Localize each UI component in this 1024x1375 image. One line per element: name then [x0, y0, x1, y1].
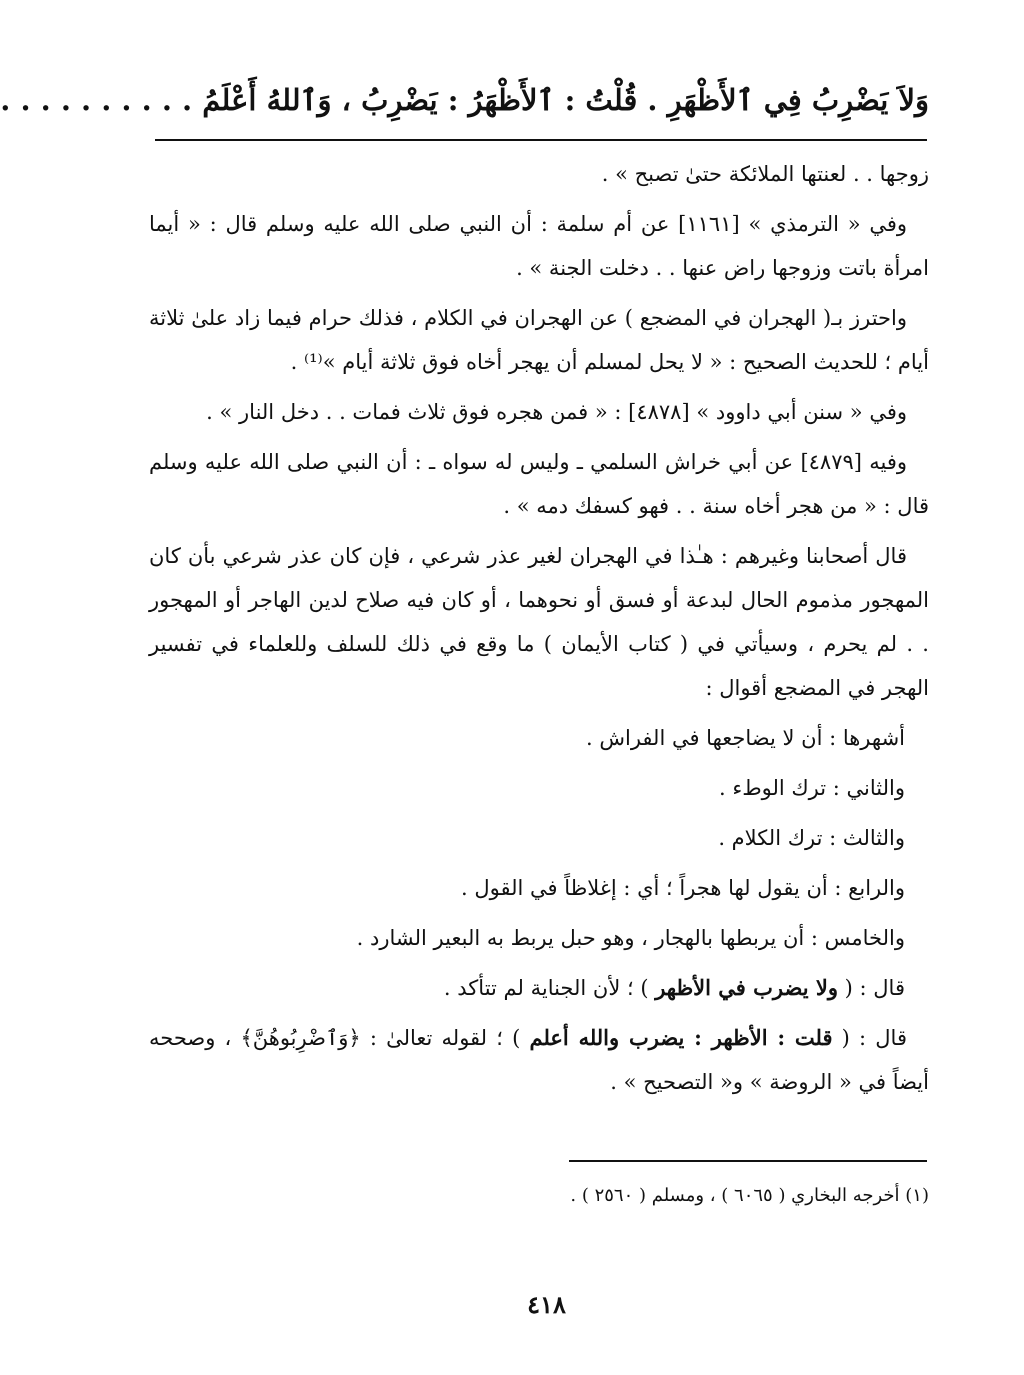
list-item: أشهرها : أن لا يضاجعها في الفراش . — [586, 726, 905, 750]
qala-suffix: ) ؛ لأن الجناية لم تتأكد . — [443, 976, 656, 1000]
paragraph-6: قال أصحابنا وغيرهم : هـٰذا في الهجران لغير عذر شرعي ، فإن كان عذر شرعي بأن كان المهجور مذموم الحال لبدعة أو فسق أو نحوهما ، أو كان فيه صلاح لدين الهاجر أو المهجور . . لم يحرم ، وسيأتي في ( كتاب الأيمان ) ما وقع في ذلك للسلف وللعلماء في تفسير الهجر في المضجع أقوال : — [149, 544, 929, 700]
qala-line-1 — [149, 966, 929, 1010]
list-item: والثالث : ترك الكلام . — [718, 826, 905, 850]
list-item: والرابع : أن يقول لها هجراً ؛ أي : إغلاظاً في القول . — [460, 876, 905, 900]
list-item: والخامس : أن يربطها بالهجار ، وهو حبل يربط به البعير الشارد . — [356, 926, 905, 950]
qala-suffix: ) ؛ لقوله تعالىٰ : ﴿وَٱضْرِبُوهُنَّ﴾ ، وصححه أيضاً في « الروضة » و« التصحيح » . — [149, 1026, 929, 1094]
matn-quote: قلت : الأظهر : يضرب والله أعلم — [529, 1025, 833, 1050]
footnote: (١) أخرجه البخاري ( ٦٠٦٥ ) ، ومسلم ( ٢٥٦٠ ) . — [570, 1185, 929, 1206]
page-number: ٤١٨ — [527, 1290, 566, 1319]
header-rule — [155, 139, 927, 141]
qala-prefix: قال : ( — [838, 976, 905, 1000]
opinions-list — [149, 716, 929, 1010]
paragraph-2: وفي « الترمذي » [١١٦١] عن أم سلمة : أن النبي صلى الله عليه وسلم قال : « أيما امرأة باتت وزوجها راض عنها . . دخلت الجنة » . — [149, 212, 929, 280]
matn-quote: ولا يضرب في الأظهر — [655, 975, 838, 1000]
paragraph-4: وفي « سنن أبي داوود » [٤٨٧٨] : « فمن هجره فوق ثلاث فمات . . دخل النار » . — [206, 400, 907, 424]
qala-line-2 — [149, 1016, 929, 1104]
main-text — [149, 152, 929, 1110]
running-head: وَلاَ يَضْرِبُ فِي ٱلأَظْهَرِ . قُلْتُ : ٱلأَظْهَرُ : يَضْرِبُ ، وَٱللهُ أَعْلَمُ . . . . . . . . . . — [0, 83, 929, 117]
footnote-rule — [569, 1160, 927, 1162]
paragraph-5: وفيه [٤٨٧٩] عن أبي خراش السلمي ـ وليس له سواه ـ : أن النبي صلى الله عليه وسلم قال : « من هجر أخاه سنة . . فهو كسفك دمه » . — [149, 450, 929, 518]
paragraph-1: زوجها . . لعنتها الملائكة حتىٰ تصبح » . — [601, 162, 929, 186]
paragraph-3: واحترز بـ( الهجران في المضجع ) عن الهجران في الكلام ، فذلك حرام فيما زاد علىٰ ثلاثة أيام ؛ للحديث الصحيح : « لا يحل لمسلم أن يهجر أخاه فوق ثلاثة أيام »⁽¹⁾ . — [149, 306, 929, 374]
qala-prefix: قال : ( — [832, 1026, 907, 1050]
list-item: والثاني : ترك الوطء . — [718, 776, 905, 800]
